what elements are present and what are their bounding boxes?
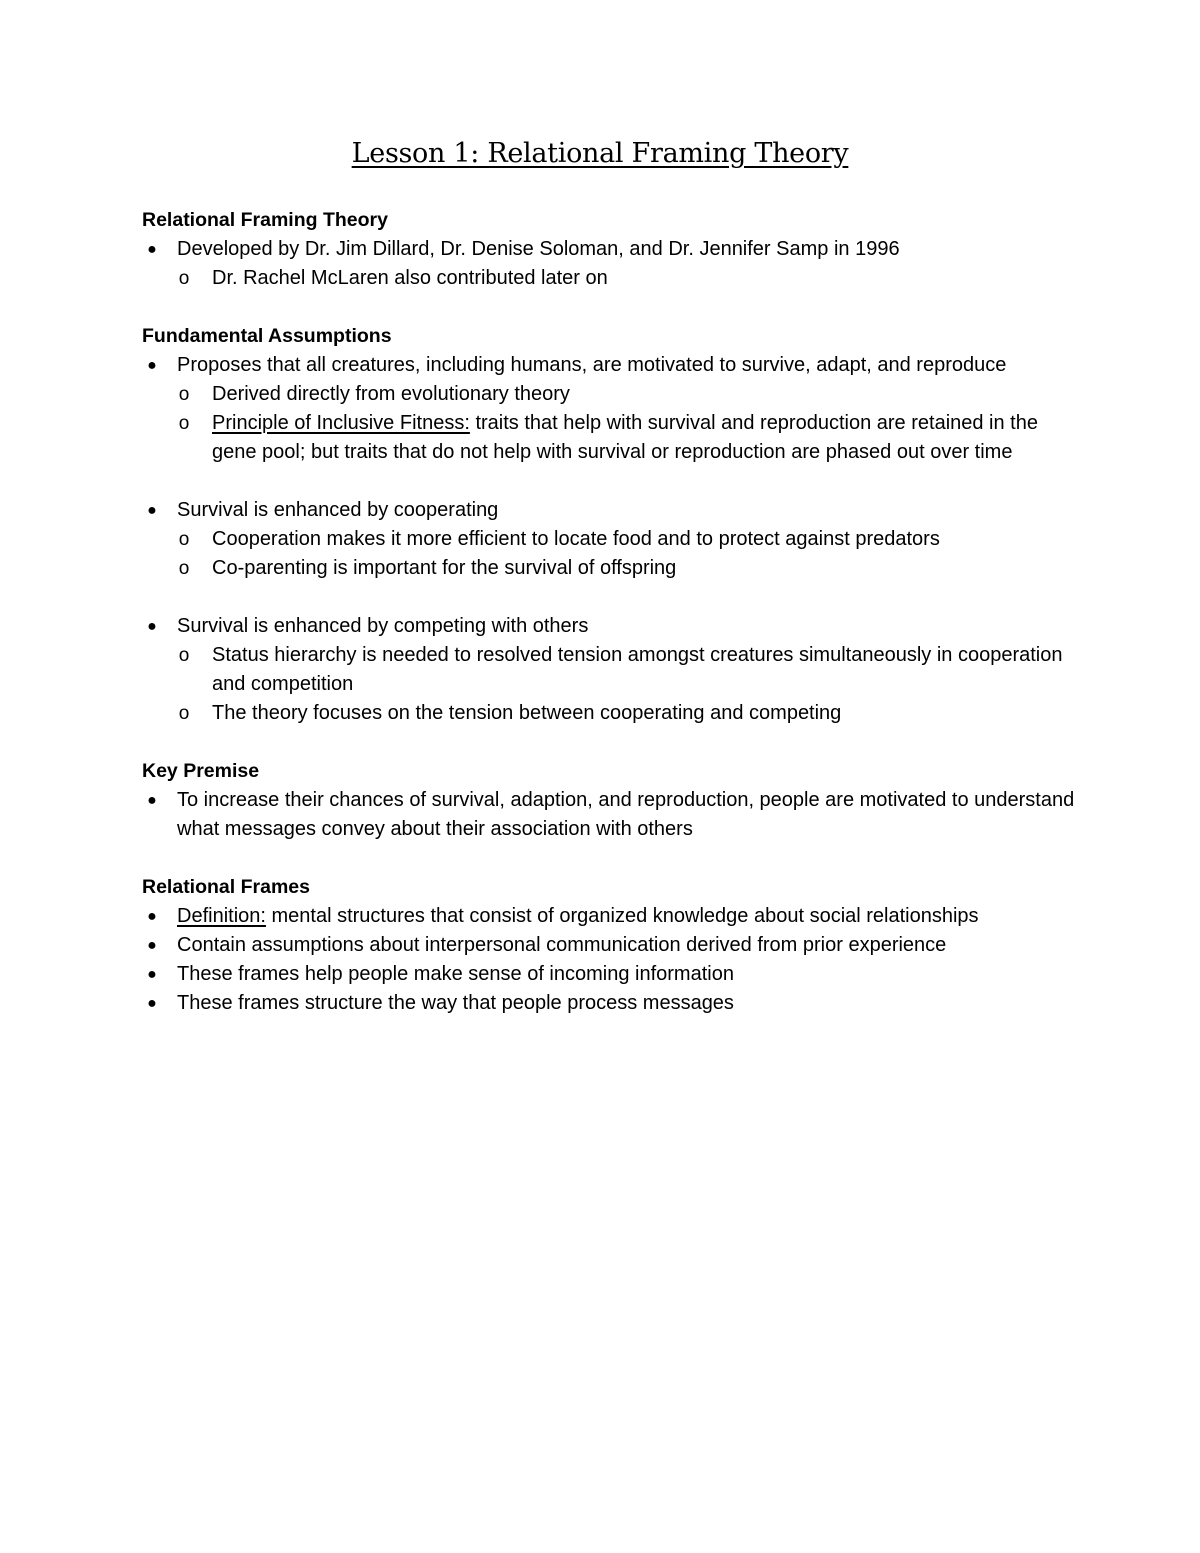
bullet-icon: ● (147, 241, 157, 258)
sub-list-item (177, 380, 1082, 409)
bullet-list (142, 496, 1082, 583)
list-item-text: Contain assumptions about interpersonal communication derived from prior experience (177, 934, 947, 956)
sub-bullet-icon: o (178, 645, 190, 666)
list-item-text: Developed by Dr. Jim Dillard, Dr. Denise Soloman, and Dr. Jennifer Samp in 1996 (177, 238, 900, 260)
list-item-text: These frames structure the way that people process messages (177, 992, 734, 1014)
bullet-icon: ● (147, 357, 157, 374)
section-heading-assumptions: Fundamental Assumptions (142, 325, 392, 347)
bullet-icon: ● (147, 966, 157, 983)
sub-bullet-list (177, 264, 1082, 293)
sub-list-item-text: Derived directly from evolutionary theory (212, 383, 570, 405)
sub-list-item (177, 525, 1082, 554)
bullet-icon: ● (147, 618, 157, 635)
bullet-icon: ● (147, 995, 157, 1012)
bullet-icon: ● (147, 937, 157, 954)
sub-list-item-text: Status hierarchy is needed to resolved tension amongst creatures simultaneously in cooperation and competition (212, 644, 1063, 695)
sub-bullet-icon: o (178, 529, 190, 550)
bullet-icon: ● (147, 792, 157, 809)
list-item (142, 612, 1082, 728)
sub-list-item (177, 264, 1082, 293)
sub-list-item (177, 641, 1082, 699)
sub-bullet-list (177, 641, 1082, 728)
list-item (142, 351, 1082, 467)
bullet-list (142, 902, 1082, 1018)
list-item-text: To increase their chances of survival, adaption, and reproduction, people are motivated to understand what messages convey about their association with others (177, 789, 1075, 840)
section-heading-relational-frames: Relational Frames (142, 876, 310, 898)
list-item-text: Proposes that all creatures, including humans, are motivated to survive, adapt, and reproduce (177, 354, 1007, 376)
sub-list-item-text: Cooperation makes it more efficient to locate food and to protect against predators (212, 528, 940, 550)
sub-bullet-list (177, 380, 1082, 467)
sub-bullet-icon: o (178, 558, 190, 579)
section-heading-rft: Relational Framing Theory (142, 209, 388, 231)
list-item (142, 902, 1082, 931)
document-body (142, 206, 1082, 1018)
sub-list-item-text: The theory focuses on the tension between cooperating and competing (212, 702, 842, 724)
sub-bullet-icon: o (178, 384, 190, 405)
list-item (142, 786, 1082, 844)
bullet-icon: ● (147, 502, 157, 519)
list-item (142, 235, 1082, 293)
list-item-text: Survival is enhanced by competing with others (177, 615, 589, 637)
section-heading-key-premise: Key Premise (142, 760, 260, 782)
bullet-list (142, 612, 1082, 728)
list-item-text: These frames help people make sense of incoming information (177, 963, 734, 985)
page-title: Lesson 1: Relational Framing Theory (351, 138, 849, 169)
sub-bullet-icon: o (178, 413, 190, 434)
sub-list-item (177, 409, 1082, 467)
bullet-list (142, 235, 1082, 293)
term-label: Principle of Inclusive Fitness: (212, 412, 470, 434)
bullet-list (142, 786, 1082, 844)
list-item-text: Survival is enhanced by cooperating (177, 499, 499, 521)
term-label: Definition: (177, 905, 266, 927)
list-item (142, 989, 1082, 1018)
sub-bullet-icon: o (178, 268, 190, 289)
list-item (142, 496, 1082, 583)
sub-list-item-text: traits that help with survival and reproduction are retained in the gene pool; but traits that do not help with survival or reproduction are phased out over time (212, 412, 1038, 463)
list-item (142, 960, 1082, 989)
sub-bullet-icon: o (178, 703, 190, 724)
sub-list-item (177, 699, 1082, 728)
bullet-list (142, 351, 1082, 467)
sub-bullet-list (177, 525, 1082, 583)
sub-list-item-text: Co-parenting is important for the survival of offspring (212, 557, 677, 579)
bullet-icon: ● (147, 908, 157, 925)
sub-list-item-text: Dr. Rachel McLaren also contributed later on (212, 267, 608, 289)
list-item (142, 931, 1082, 960)
list-item-text: mental structures that consist of organized knowledge about social relationships (265, 905, 979, 927)
sub-list-item (177, 554, 1082, 583)
